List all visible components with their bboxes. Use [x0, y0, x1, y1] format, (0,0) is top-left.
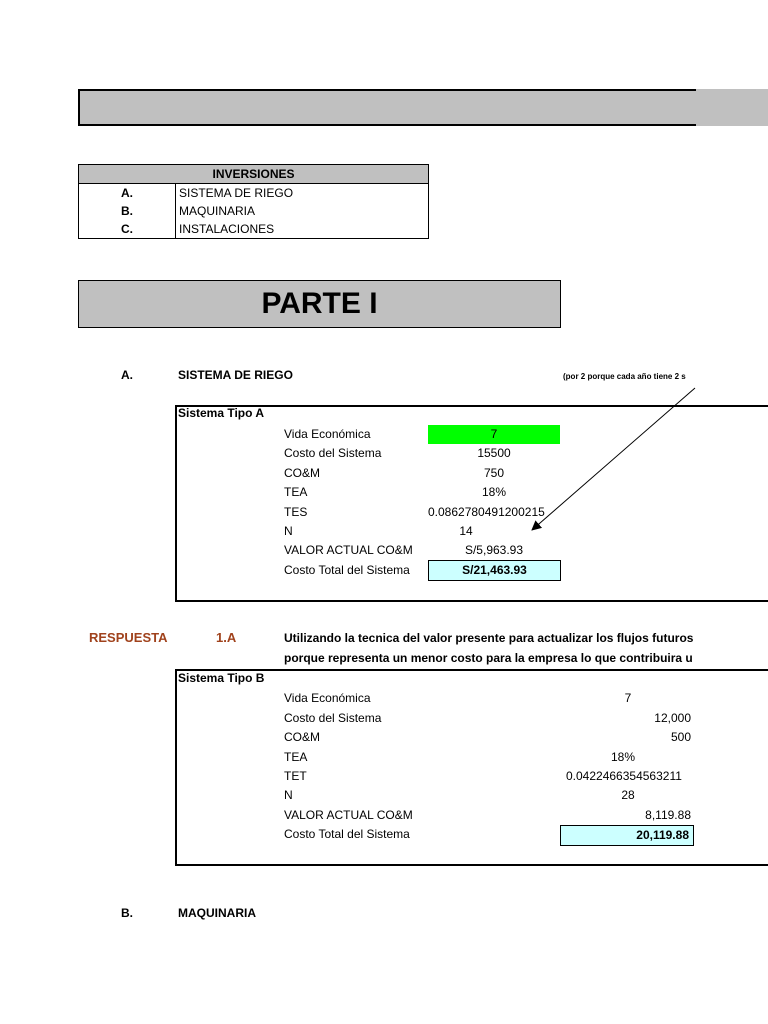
system-a-label: Vida Económica: [284, 427, 371, 441]
system-a-value: 750: [483, 466, 505, 480]
system-b-label: CO&M: [284, 730, 320, 744]
answer-label: RESPUESTA: [89, 630, 168, 645]
table-row: [79, 184, 429, 203]
system-a-label: Costo Total del Sistema: [284, 563, 410, 577]
system-b-label: Costo Total del Sistema: [284, 827, 410, 841]
system-b-label: Vida Económica: [284, 691, 371, 705]
header-bar: [78, 89, 698, 126]
system-b-label: TEA: [284, 750, 308, 764]
section-a-code: A.: [121, 368, 133, 382]
investments-table: [78, 164, 429, 239]
system-a-label: CO&M: [284, 466, 320, 480]
system-b-label: N: [284, 788, 293, 802]
answer-code: 1.A: [216, 630, 237, 645]
system-a-value: 15500: [477, 446, 511, 460]
system-b-value: 7: [624, 691, 632, 705]
system-b-label: VALOR ACTUAL CO&M: [284, 808, 413, 822]
system-b-label: Costo del Sistema: [284, 711, 382, 725]
investment-code: C.: [79, 220, 176, 239]
system-b-value: 0.0422466354563211: [566, 769, 682, 783]
table-row: [79, 220, 429, 239]
system-b-value: 8,119.88: [645, 808, 691, 822]
system-b-title: Sistema Tipo B: [178, 671, 265, 685]
system-a-total: S/21,463.93: [428, 560, 561, 581]
system-a-title: Sistema Tipo A: [178, 406, 265, 420]
investment-code: A.: [79, 184, 176, 203]
header-bar-extension: [696, 89, 768, 126]
answer-text-line2: porque representa un menor costo para la empresa lo que contribuira u: [284, 651, 693, 665]
system-a-value: 18%: [481, 485, 507, 499]
part-title: PARTE I: [78, 280, 561, 328]
system-a-value: S/5,963.93: [464, 543, 524, 557]
investment-code: B.: [79, 202, 176, 220]
investment-name: MAQUINARIA: [176, 202, 429, 220]
system-b-value: 12,000: [654, 711, 691, 725]
system-b-value: 28: [621, 788, 635, 802]
system-a-label: Costo del Sistema: [284, 446, 382, 460]
section-a-note: (por 2 porque cada año tiene 2 s: [563, 372, 686, 381]
section-b-title: MAQUINARIA: [178, 906, 256, 920]
system-a-value: 0.0862780491200215: [428, 505, 545, 519]
system-a-value: 7: [428, 425, 560, 444]
section-a-title: SISTEMA DE RIEGO: [178, 368, 293, 382]
system-b-value: 500: [670, 730, 691, 744]
table-row: [79, 202, 429, 220]
system-b-value: 18%: [610, 750, 636, 764]
system-b-total: 20,119.88: [560, 825, 694, 846]
investment-name: INSTALACIONES: [176, 220, 429, 239]
system-b-label: TET: [284, 769, 307, 783]
section-b-code: B.: [121, 906, 133, 920]
system-a-label: TES: [284, 505, 308, 519]
system-a-label: N: [284, 524, 293, 538]
system-a-label: VALOR ACTUAL CO&M: [284, 543, 413, 557]
system-a-value: 14: [459, 524, 473, 538]
investment-name: SISTEMA DE RIEGO: [176, 184, 429, 203]
system-a-label: TEA: [284, 485, 308, 499]
answer-text-line1: Utilizando la tecnica del valor presente para actualizar los flujos futuros: [284, 631, 694, 645]
annotation-arrow: [520, 380, 710, 540]
investments-header: INVERSIONES: [79, 165, 429, 184]
